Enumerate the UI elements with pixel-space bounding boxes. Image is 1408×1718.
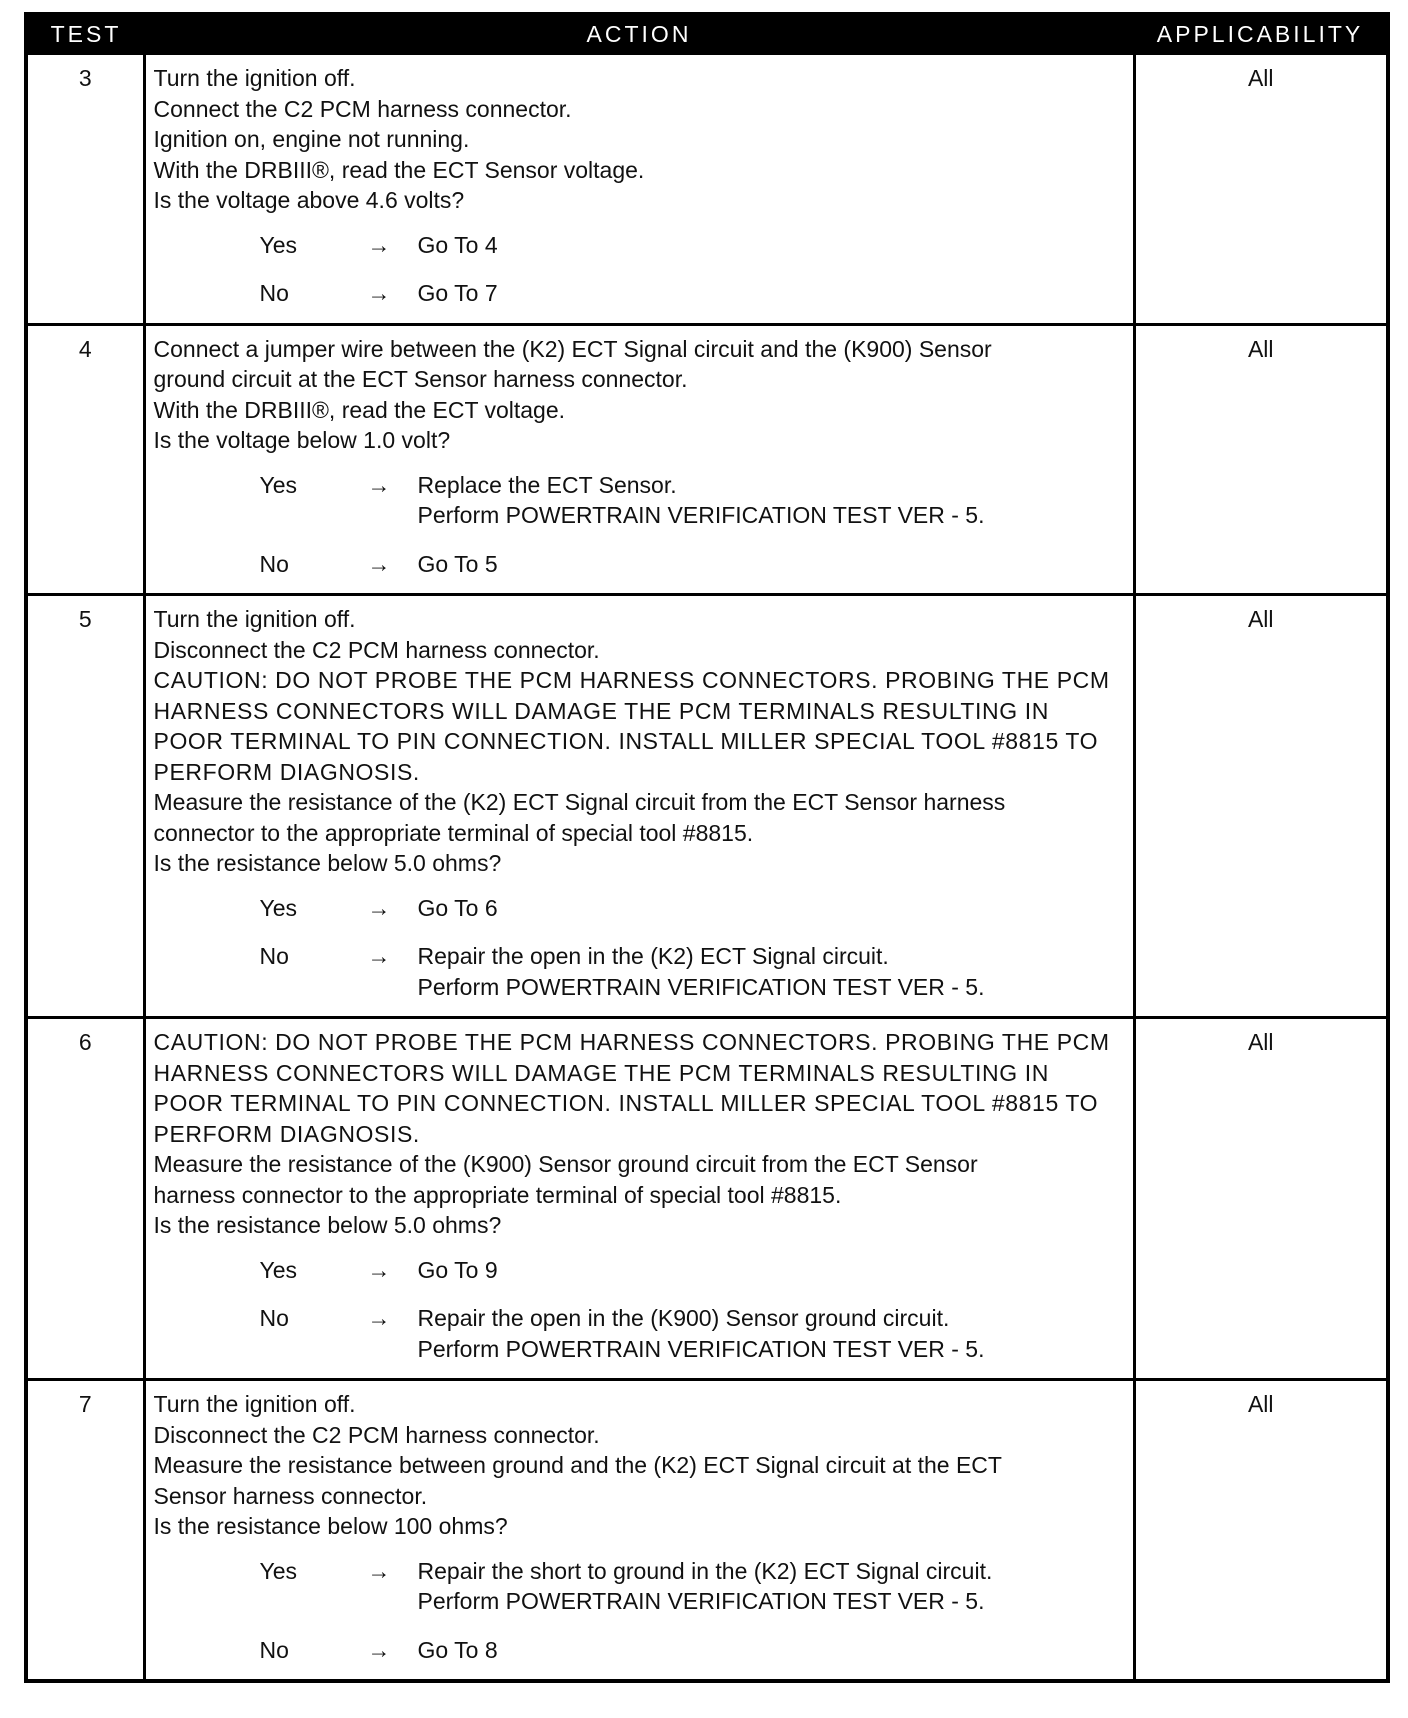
action-cell — [144, 324, 1134, 595]
decision-block — [154, 893, 1125, 1003]
no-result: Go To 8 — [417, 1636, 498, 1663]
action-line: Connect the C2 PCM harness connector. — [153, 95, 572, 122]
action-line: Measure the resistance between ground and the (K2) ECT Signal circuit at the ECT — [153, 1452, 1002, 1478]
yes-branch — [260, 893, 1125, 924]
table-row — [26, 595, 1388, 1018]
yes-result: Perform POWERTRAIN VERIFICATION TEST VER - 5. — [417, 502, 985, 528]
caution-text: CAUTION: DO NOT PROBE THE PCM HARNESS CONNECTORS. PROBING THE PCM HARNESS CONNECTORS WILL DAMAGE THE PCM TERMINALS RESULTING IN POOR TERMINAL TO PIN CONNECTION. INSTALL MILLER SPECIAL TOOL #8815 TO PERFORM DIAGNOSIS. — [153, 1029, 1110, 1147]
applicability-value: All — [1134, 1380, 1388, 1682]
action-line: Is the resistance below 100 ohms? — [153, 1513, 508, 1539]
action-line: With the DRBIII®, read the ECT voltage. — [153, 396, 566, 423]
action-line: Is the voltage above 4.6 volts? — [153, 187, 465, 213]
decision-block — [154, 230, 1125, 309]
action-line: Sensor harness connector. — [153, 1482, 428, 1509]
diagnostic-page — [24, 12, 1386, 1706]
arrow-icon: → — [367, 1636, 391, 1663]
no-result: Perform POWERTRAIN VERIFICATION TEST VER - 5. — [417, 1335, 985, 1362]
test-number: 4 — [26, 324, 144, 595]
no-label: No — [259, 943, 289, 969]
arrow-icon: → — [367, 231, 391, 258]
decision-block — [154, 1255, 1125, 1365]
table-row — [26, 54, 1388, 325]
yes-result: Replace the ECT Sensor. — [417, 471, 677, 498]
arrow-icon: → — [367, 894, 391, 921]
arrow-icon: → — [367, 1557, 391, 1584]
yes-result: Repair the short to ground in the (K2) ECT Signal circuit. — [417, 1557, 993, 1584]
action-line: Turn the ignition off. — [153, 1391, 356, 1417]
no-branch — [260, 1635, 1125, 1666]
arrow-icon: → — [367, 1305, 391, 1331]
no-label: No — [259, 1636, 289, 1663]
no-result: Go To 7 — [417, 280, 498, 306]
action-line: Ignition on, engine not running. — [153, 126, 470, 152]
yes-result: Go To 9 — [417, 1256, 498, 1283]
action-line: With the DRBIII®, read the ECT Sensor voltage. — [153, 156, 645, 183]
yes-label: Yes — [259, 894, 298, 921]
action-line: Is the voltage below 1.0 volt? — [153, 427, 451, 453]
action-line: Is the resistance below 5.0 ohms? — [153, 850, 502, 876]
header-applicability: APPLICABILITY — [1134, 14, 1388, 54]
yes-branch — [260, 470, 1125, 531]
action-line: Is the resistance below 5.0 ohms? — [153, 1212, 502, 1238]
decision-block — [154, 470, 1125, 580]
table-row — [26, 324, 1388, 595]
arrow-icon: → — [367, 550, 391, 577]
yes-result: Go To 4 — [417, 231, 498, 258]
test-number: 5 — [26, 595, 144, 1018]
yes-branch — [260, 230, 1125, 261]
test-number: 3 — [26, 54, 144, 325]
test-number: 6 — [26, 1018, 144, 1380]
no-branch — [260, 278, 1125, 309]
action-line: Turn the ignition off. — [153, 65, 356, 91]
arrow-icon: → — [367, 943, 391, 969]
table-row — [26, 1380, 1388, 1682]
no-label: No — [259, 1305, 289, 1331]
action-line: ground circuit at the ECT Sensor harness connector. — [153, 366, 688, 392]
diagnostic-table — [24, 12, 1390, 1683]
action-line: connector to the appropriate terminal of special tool #8815. — [153, 819, 754, 846]
no-result: Repair the open in the (K900) Sensor ground circuit. — [417, 1305, 950, 1331]
action-line: Measure the resistance of the (K900) Sensor ground circuit from the ECT Sensor — [153, 1151, 978, 1177]
action-cell — [144, 595, 1134, 1018]
yes-branch — [260, 1255, 1125, 1286]
no-result: Repair the open in the (K2) ECT Signal circuit. — [417, 943, 889, 969]
decision-block — [154, 1556, 1125, 1666]
yes-branch — [260, 1556, 1125, 1617]
action-line: Disconnect the C2 PCM harness connector. — [153, 636, 600, 663]
no-result: Perform POWERTRAIN VERIFICATION TEST VER - 5. — [417, 973, 985, 1000]
yes-result: Perform POWERTRAIN VERIFICATION TEST VER - 5. — [417, 1588, 985, 1614]
header-action: ACTION — [144, 14, 1134, 54]
yes-label: Yes — [259, 231, 298, 258]
action-line: Disconnect the C2 PCM harness connector. — [153, 1421, 600, 1448]
no-label: No — [259, 550, 289, 577]
yes-label: Yes — [259, 471, 298, 498]
applicability-value: All — [1134, 1018, 1388, 1380]
action-cell — [144, 54, 1134, 325]
table-header-row — [26, 14, 1388, 54]
action-line: harness connector to the appropriate terminal of special tool #8815. — [153, 1181, 842, 1208]
no-label: No — [259, 280, 289, 306]
arrow-icon: → — [367, 1256, 391, 1283]
no-branch — [260, 1303, 1125, 1364]
arrow-icon: → — [367, 280, 391, 306]
action-line: Turn the ignition off. — [153, 606, 356, 632]
no-branch — [260, 941, 1125, 1002]
action-cell — [144, 1018, 1134, 1380]
yes-label: Yes — [259, 1256, 298, 1283]
yes-result: Go To 6 — [417, 894, 498, 921]
no-result: Go To 5 — [417, 550, 498, 577]
header-test: TEST — [26, 14, 144, 54]
applicability-value: All — [1134, 324, 1388, 595]
applicability-value: All — [1134, 54, 1388, 325]
applicability-value: All — [1134, 595, 1388, 1018]
action-line: Connect a jumper wire between the (K2) ECT Signal circuit and the (K900) Sensor — [153, 335, 992, 362]
test-number: 7 — [26, 1380, 144, 1682]
action-line: Measure the resistance of the (K2) ECT Signal circuit from the ECT Sensor harness — [153, 789, 1006, 815]
action-cell — [144, 1380, 1134, 1682]
table-row — [26, 1018, 1388, 1380]
no-branch — [260, 549, 1125, 580]
arrow-icon: → — [367, 471, 391, 498]
yes-label: Yes — [259, 1557, 298, 1584]
caution-text: CAUTION: DO NOT PROBE THE PCM HARNESS CONNECTORS. PROBING THE PCM HARNESS CONNECTORS WILL DAMAGE THE PCM TERMINALS RESULTING IN POOR TERMINAL TO PIN CONNECTION. INSTALL MILLER SPECIAL TOOL #8815 TO PERFORM DIAGNOSIS. — [153, 667, 1110, 785]
